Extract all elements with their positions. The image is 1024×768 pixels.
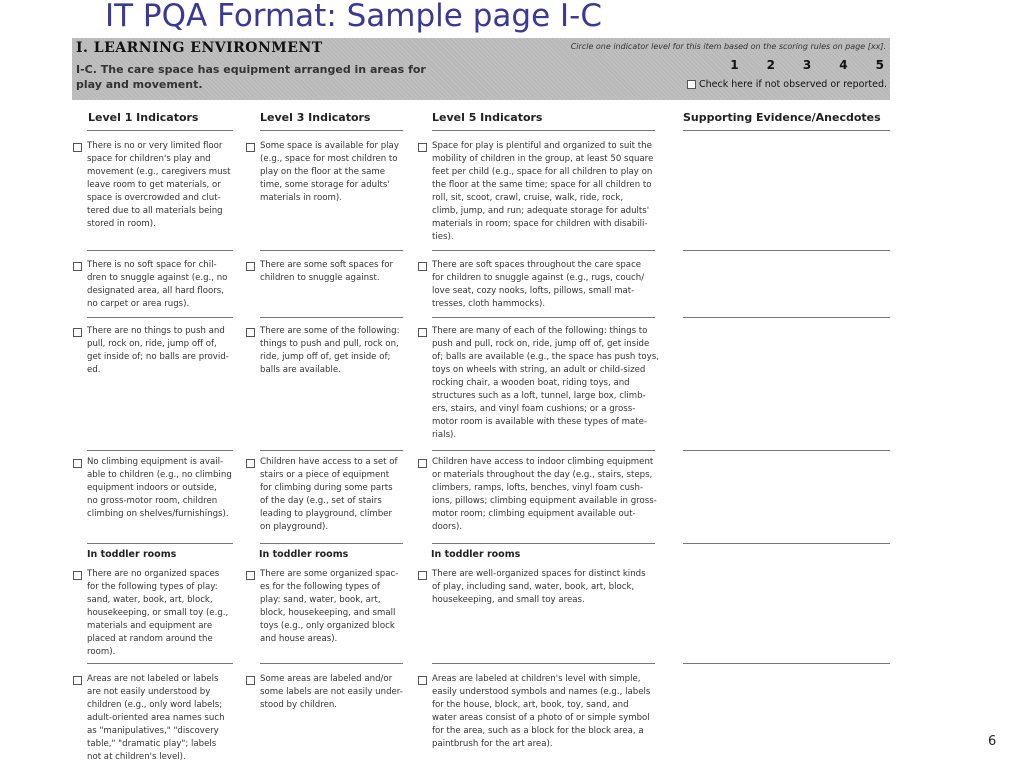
level-1[interactable]: 1 (730, 58, 739, 72)
indicator-text: There are well-organized spaces for distinct kinds of play, including sand, water, book, art, block, housekeeping, and small toy areas. (432, 569, 646, 605)
row-divider (260, 663, 403, 664)
indicator-l3-row-1 (260, 140, 399, 205)
item-header-band (72, 38, 890, 100)
checkbox-icon[interactable] (687, 80, 696, 89)
row-divider (432, 317, 655, 318)
toddler-rooms-heading: In toddler rooms (87, 549, 177, 560)
page-number: 6 (988, 734, 997, 749)
indicator-l5-row-6 (432, 673, 650, 751)
indicator-l3-row-3 (260, 325, 399, 377)
row-divider (87, 543, 233, 544)
level-2[interactable]: 2 (766, 58, 775, 72)
item-title: I-C. The care space has equipment arranged in areas for play and movement. (76, 63, 426, 91)
row-divider (260, 130, 403, 131)
indicator-l3-row-5 (260, 568, 398, 646)
indicator-text: There are many of each of the following: things to push and pull, rock on, ride, jump off of, get inside of; balls are available (e.g., the space has push toys, toys on wheels with string, an adult or child-sized rocking chair, a wooden boat, riding toys, and structures such as a loft, tunnel, large box, climb- ers, stairs, and vinyl foam cushions; or a gross- motor room is available with these types of mate- rials). (432, 326, 659, 440)
row-divider (683, 543, 890, 544)
checkbox-icon[interactable] (246, 676, 255, 685)
checkbox-icon[interactable] (418, 571, 427, 580)
row-divider (260, 543, 403, 544)
row-divider (87, 130, 233, 131)
indicator-l3-row-6 (260, 673, 403, 712)
checkbox-icon[interactable] (246, 262, 255, 271)
level-5[interactable]: 5 (875, 58, 884, 72)
indicator-text: There are no things to push and pull, rock on, ride, jump off of, get inside of; no balls are provid- ed. (87, 326, 229, 375)
indicator-text: Some areas are labeled and/or some labels are not easily under- stood by children. (260, 674, 403, 710)
checkbox-icon[interactable] (246, 571, 255, 580)
not-observed-check[interactable] (687, 79, 887, 90)
indicator-l1-row-5 (87, 568, 228, 659)
checkbox-icon[interactable] (418, 459, 427, 468)
indicator-text: There are soft spaces throughout the care space for children to snuggle against (e.g., rugs, couch/ love seat, cozy nooks, lofts, pillows, small mat- tresses, cloth hammocks). (432, 260, 645, 309)
indicator-text: Some space is available for play (e.g., space for most children to play on the floor at the same time, some storage for adults' materials in room). (260, 141, 399, 203)
checkbox-icon[interactable] (418, 262, 427, 271)
row-divider (683, 250, 890, 251)
checkbox-icon[interactable] (73, 571, 82, 580)
indicator-text: There are some soft spaces for children to snuggle against. (260, 260, 394, 283)
column-header-level-1: Level 1 Indicators (88, 111, 199, 124)
indicator-l3-row-4 (260, 456, 398, 534)
row-divider (260, 250, 403, 251)
checkbox-icon[interactable] (73, 143, 82, 152)
row-divider (87, 450, 233, 451)
indicator-text: There is no or very limited floor space for children's play and movement (e.g., caregivers must leave room to get materials, or space is overcrowded and clut- tered due to all materials being stored in room). (87, 141, 231, 229)
row-divider (432, 450, 655, 451)
indicator-l1-row-1 (87, 140, 230, 231)
checkbox-icon[interactable] (246, 143, 255, 152)
indicator-l1-row-2 (87, 259, 227, 311)
checkbox-icon[interactable] (418, 676, 427, 685)
checkbox-icon[interactable] (418, 143, 427, 152)
row-divider (683, 130, 890, 131)
column-header-level-5: Level 5 Indicators (432, 111, 543, 124)
indicator-text: There are no organized spaces for the following types of play: sand, water, book, art, block, housekeeping, or small toy (e.g., materials and equipment are placed at random around the room). (87, 569, 229, 657)
row-divider (87, 317, 233, 318)
indicator-l5-row-1 (432, 140, 653, 244)
indicator-text: Areas are not labeled or labels are not easily understood by children (e.g., only word labels; adult-oriented area names such as "manipulatives," "discovery table," "dramatic play"; labels not at children's level). (87, 674, 225, 762)
row-divider (432, 543, 655, 544)
section-title: I. LEARNING ENVIRONMENT (76, 40, 323, 56)
checkbox-icon[interactable] (246, 459, 255, 468)
checkbox-icon[interactable] (246, 328, 255, 337)
toddler-rooms-heading: In toddler rooms (259, 549, 349, 560)
indicator-text: There are some organized spac- es for the following types of play: sand, water, book, art, block, housekeeping, and small toys (e.g., only organized block and house areas). (260, 569, 399, 644)
row-divider (432, 250, 655, 251)
checkbox-icon[interactable] (73, 328, 82, 337)
column-header-evidence: Supporting Evidence/Anecdotes (683, 111, 881, 124)
indicator-text: Children have access to indoor climbing equipment or materials throughout the day (e.g., stairs, steps, climbers, ramps, lofts, benches, vinyl foam cush- ions, pillows; climbing equipment available in gross- motor room; climbing equipment available out- doors). (432, 457, 657, 532)
row-divider (87, 663, 233, 664)
row-divider (683, 663, 890, 664)
row-divider (683, 317, 890, 318)
row-divider (432, 130, 655, 131)
row-divider (432, 663, 655, 664)
row-divider (260, 450, 403, 451)
indicator-text: Areas are labeled at children's level with simple, easily understood symbols and names (e.g., labels for the house, block, art, book, toy, sand, and water areas consist of a photo of or simple symbol for the area, such as a block for the block area, a paintbrush for the art area). (432, 674, 651, 749)
not-observed-label: Check here if not observed or reported. (699, 79, 887, 90)
toddler-rooms-heading: In toddler rooms (431, 549, 521, 560)
row-divider (87, 250, 233, 251)
level-numbers (730, 58, 884, 72)
indicator-l3-row-2 (260, 259, 393, 285)
column-header-level-3: Level 3 Indicators (260, 111, 371, 124)
row-divider (260, 317, 403, 318)
indicator-l5-row-2 (432, 259, 644, 311)
level-4[interactable]: 4 (839, 58, 848, 72)
indicator-l5-row-5 (432, 568, 646, 607)
indicator-text: Children have access to a set of stairs or a piece of equipment for climbing during some parts of the day (e.g., set of stairs leading to playground, climber on playground). (260, 457, 398, 532)
indicator-l1-row-3 (87, 325, 229, 377)
indicator-l1-row-4 (87, 456, 232, 521)
indicator-text: Space for play is plentiful and organized to suit the mobility of children in the group, at least 50 square feet per child (e.g., space for all children to play on the floor at the same time; space for all children to roll, sit, scoot, crawl, cruise, walk, ride, rock, climb, jump, and run; adequate storage for adults' materials in room; space for children with disabili- ties). (432, 141, 654, 242)
indicator-text: There is no soft space for chil- dren to snuggle against (e.g., no designated area, all hard floors, no carpet or area rugs). (87, 260, 228, 309)
indicator-text: There are some of the following: things to push and pull, rock on, ride, jump off of, get inside of; balls are available. (260, 326, 400, 375)
checkbox-icon[interactable] (418, 328, 427, 337)
indicator-l5-row-4 (432, 456, 657, 534)
row-divider (683, 450, 890, 451)
checkbox-icon[interactable] (73, 262, 82, 271)
slide-title: IT PQA Format: Sample page I-C (105, 0, 602, 34)
level-3[interactable]: 3 (802, 58, 812, 72)
checkbox-icon[interactable] (73, 676, 82, 685)
indicator-text: No climbing equipment is avail- able to children (e.g., no climbing equipment indoors or outside, no gross-motor room, children climbing on shelves/furnishings). (87, 457, 232, 519)
checkbox-icon[interactable] (73, 459, 82, 468)
indicator-l5-row-3 (432, 325, 659, 442)
indicator-l1-row-6 (87, 673, 225, 764)
scoring-instruction: Circle one indicator level for this item based on the scoring rules on page [xx]. (570, 42, 886, 51)
